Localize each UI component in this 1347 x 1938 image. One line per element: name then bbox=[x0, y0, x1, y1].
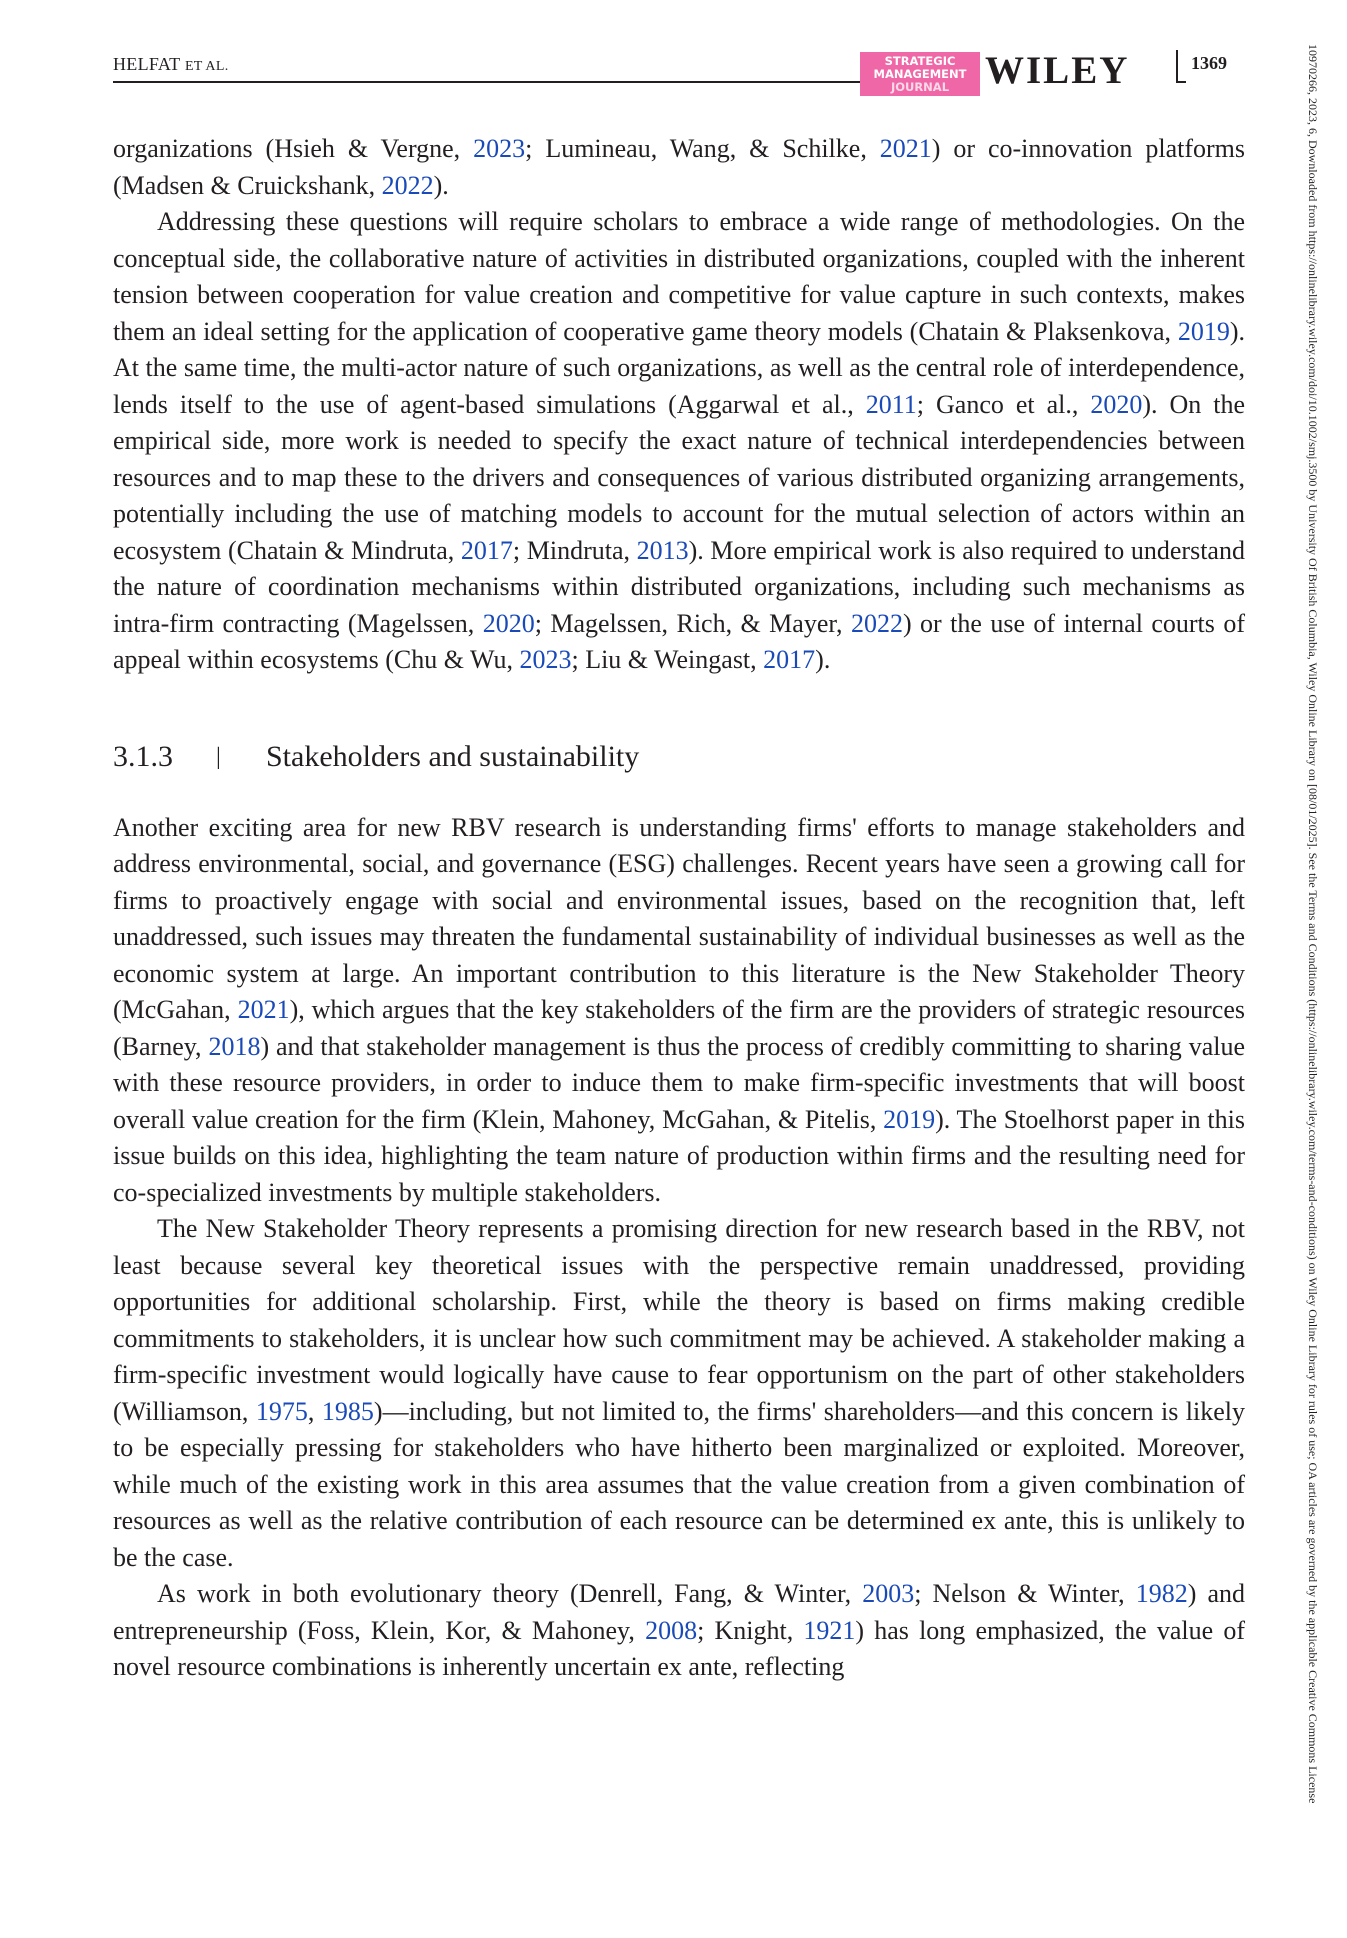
citation-link[interactable]: 2003 bbox=[862, 1579, 915, 1608]
citation-link[interactable]: 2020 bbox=[482, 608, 535, 638]
publisher-logo: WILEY bbox=[985, 49, 1130, 92]
section-title: Stakeholders and sustainability bbox=[266, 739, 640, 773]
et-al-text: ET AL. bbox=[184, 59, 229, 74]
running-head-authors bbox=[113, 54, 229, 75]
journal-logo-line: STRATEGIC bbox=[884, 54, 956, 68]
header-rule bbox=[113, 81, 860, 83]
section-number: 3.1.3 bbox=[113, 739, 173, 773]
citation-link[interactable]: 2023 bbox=[473, 134, 526, 163]
citation-link[interactable]: 2008 bbox=[645, 1615, 698, 1645]
citation-link[interactable]: 2011 bbox=[865, 389, 917, 419]
paragraph: The New Stakeholder Theory represents a promising direction for new research based in the RBV, not least because several key theoretical issues with the perspective remain unaddressed, providing opportunities for additional scholarship. First, while the theory is based on firms making credible commitments to stakeholders, it is unclear how such commitment may be achieved. A stakeholder making a firm-specific investment would logically have cause to fear opportunism on the part of other stakeholders (Williamson, 1975, 1985)—including, but not limited to, the firms' shareholders—and this concern is likely to be especially pressing for stakeholders who have hitherto been marginalized or exploited. Moreover, while much of the existing work in this area assumes that the value creation from a given combination of resources as well as the relative contribution of each resource can be determined ex ante, this is unlikely to be the case. bbox=[113, 1214, 1246, 1572]
section-heading bbox=[113, 737, 1245, 777]
authors-text: HELFAT bbox=[113, 54, 181, 74]
citation-link[interactable]: 2019 bbox=[1177, 316, 1230, 346]
paragraph: Another exciting area for new RBV research is understanding firms' efforts to manage stakeholders and address environmental, social, and governance (ESG) challenges. Recent years have seen a growing call for firms to proactively engage with social and environmental issues, based on the recognition that, left unaddressed, such issues may threaten the fundamental sustainability of individual businesses as well as the economic system at large. An important contribution to this literature is the New Stakeholder Theory (McGahan, 2021), which argues that the key stakeholders of the firm are the providers of strategic resources (Barney, 2018) and that stakeholder management is thus the process of credibly committing to sharing value with these resource providers, in order to induce them to make firm-specific investments that will boost overall value creation for the firm (Klein, Mahoney, McGahan, & Pitelis, 2019). The Stoelhorst paper in this issue builds on this idea, highlighting the team nature of production within firms and the resulting need for co-specialized investments by multiple stakeholders. bbox=[113, 812, 1245, 1207]
download-notice: 10970266, 2023, 6, Downloaded from https://onlinelibrary.wiley.com/doi/10.1002/smj.3500 by University Of British Columbia, Wiley Online Library on [08/01/2025]. See the Terms and Conditions (https://onlinelibrary.wiley.com/terms-and-conditions) on Wiley Online Library for rules of use; OA articles are governed by the applicable Creative Commons License bbox=[1306, 44, 1320, 1804]
citation-link[interactable]: 2021 bbox=[237, 995, 290, 1024]
page-number: 1369 bbox=[1191, 53, 1227, 73]
citation-link[interactable]: 2023 bbox=[519, 645, 572, 674]
section-separator: | bbox=[216, 743, 221, 770]
citation-link[interactable]: 2020 bbox=[1090, 389, 1143, 419]
article-body bbox=[113, 131, 1245, 1686]
citation-link[interactable]: 2022 bbox=[381, 170, 434, 200]
citation-link[interactable]: 2019 bbox=[883, 1104, 936, 1134]
journal-logo-line: JOURNAL bbox=[890, 80, 950, 94]
paragraph: Addressing these questions will require scholars to embrace a wide range of methodologies. On the conceptual side, the collaborative nature of activities in distributed organizations, coupled with the inherent tension between cooperation for value creation and competitive for value capture in such contexts, makes them an ideal setting for the application of cooperative game theory models (Chatain & Plaksenkova, 2019). At the same time, the multi-actor nature of such organizations, as well as the central role of interdependence, lends itself to the use of agent-based simulations (Aggarwal et al., 2011; Ganco et al., 2020). On the empirical side, more work is needed to specify the exact nature of technical interdependencies between resources and to map these to the drivers and consequences of various distributed organizing arrangements, potentially including the use of matching models to account for the mutual selection of actors within an ecosystem (Chatain & Mindruta, 2017; Mindruta, 2013). More empirical work is also required to understand the nature of coordination mechanisms within distributed organizations, including such mechanisms as intra-firm contracting (Magelssen, 2020; Magelssen, Rich, & Mayer, 2022) or the use of internal courts of appeal within ecosystems (Chu & Wu, 2023; Liu & Weingast, 2017). bbox=[113, 207, 1246, 674]
header-rule-short bbox=[1176, 81, 1186, 83]
journal-logo bbox=[860, 52, 980, 96]
journal-logo-line: MANAGEMENT bbox=[873, 67, 967, 81]
citation-link[interactable]: 2013 bbox=[636, 535, 689, 565]
citation-link[interactable]: 1982 bbox=[1135, 1579, 1188, 1608]
citation-link[interactable]: 1985 bbox=[321, 1396, 374, 1426]
running-header bbox=[113, 48, 1245, 94]
citation-link[interactable]: 2018 bbox=[208, 1031, 261, 1061]
citation-link[interactable]: 2022 bbox=[850, 608, 903, 638]
paragraph: organizations (Hsieh & Vergne, 2023; Lumineau, Wang, & Schilke, 2021) or co-innovation platforms (Madsen & Cruickshank, 2022). bbox=[113, 134, 1245, 200]
citation-link[interactable]: 1975 bbox=[255, 1396, 308, 1426]
citation-link[interactable]: 1921 bbox=[803, 1615, 856, 1645]
citation-link[interactable]: 2017 bbox=[460, 535, 513, 565]
paragraph: As work in both evolutionary theory (Denrell, Fang, & Winter, 2003; Nelson & Winter, 1982) and entrepreneurship (Foss, Klein, Kor, & Mahoney, 2008; Knight, 1921) has long emphasized, the value of novel resource combinations is inherently uncertain ex ante, reflecting bbox=[113, 1579, 1245, 1681]
citation-link[interactable]: 2017 bbox=[763, 645, 816, 674]
citation-link[interactable]: 2021 bbox=[879, 134, 932, 163]
header-divider bbox=[1176, 50, 1178, 82]
